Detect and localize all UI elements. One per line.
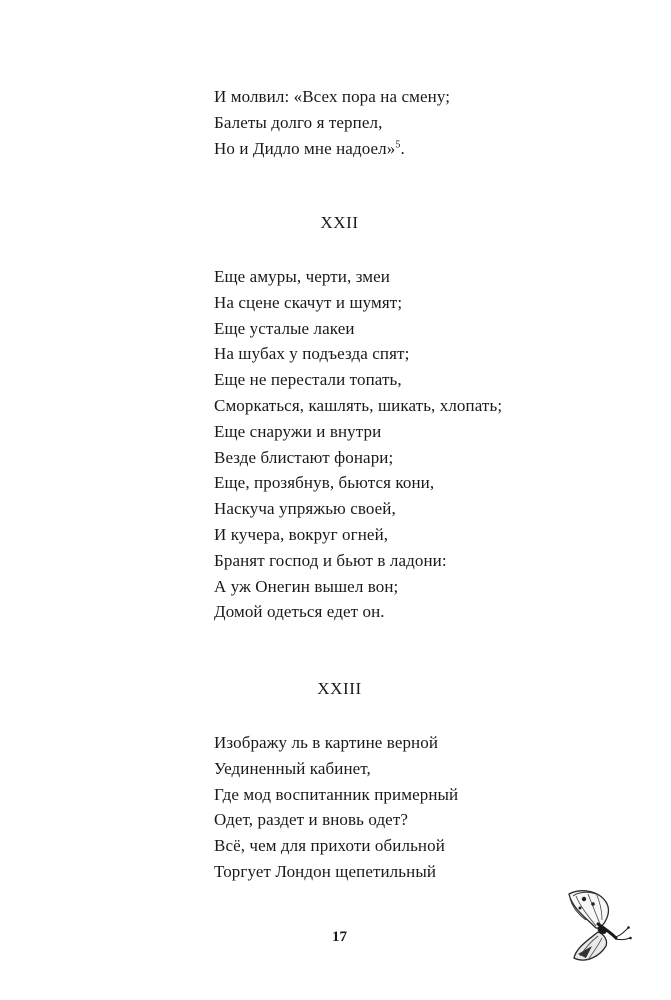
verse-line: Еще, прозябнув, бьются кони, [214,473,435,493]
verse-line: Еще амуры, черти, змеи [214,267,390,286]
stanza-xxiii [214,730,458,885]
verse-line: Еще снаружи и внутри [214,421,382,441]
verse-line: Уединенный кабинет, [214,758,371,778]
verse-line: А уж Онегин вышел вон; [214,576,399,596]
verse-line: Изображу ль в картине верной [214,733,439,752]
verse-line: Балеты долго я терпел, [214,112,383,132]
verse-line: Еще не перестали топать, [214,370,402,390]
stanza-top [214,84,450,161]
verse-line: Везде блистают фонари; [214,447,394,467]
verse-line: На сцене скачут и шумят; [214,292,403,312]
butterfly-icon [558,884,636,966]
verse-line: Домой одеться едет он. [214,602,385,622]
verse-line: Еще усталые лакеи [214,318,355,338]
stanza-heading-xxii: XXII [320,213,359,232]
verse-line: Одет, раздет и вновь одет? [214,810,409,830]
verse-line [214,136,450,162]
verse-line-period: . [400,138,405,158]
verse-line: И кучера, вокруг огней, [214,524,389,544]
verse-line: И молвил: «Всех пора на смену; [214,87,451,106]
verse-line: Наскуча упряжью своей, [214,499,396,519]
verse-line: Торгует Лондон щепетильный [214,861,437,881]
verse-line: Где мод воспитанник примерный [214,784,459,804]
verse-line-text: Но и Дидло мне надоел» [214,138,396,158]
footnote-marker: 5 [395,138,401,150]
page-number: 17 [332,929,347,945]
verse-line: На шубах у подъезда спят; [214,344,410,364]
verse-line: Сморкаться, кашлять, шикать, хлопать; [214,395,503,415]
stanza-xxii [214,264,502,625]
verse-line: Бранят господ и бьют в ладони: [214,550,447,570]
verse-line: Всё, чем для прихоти обильной [214,836,445,856]
stanza-heading-xxiii: XXIII [317,679,362,698]
